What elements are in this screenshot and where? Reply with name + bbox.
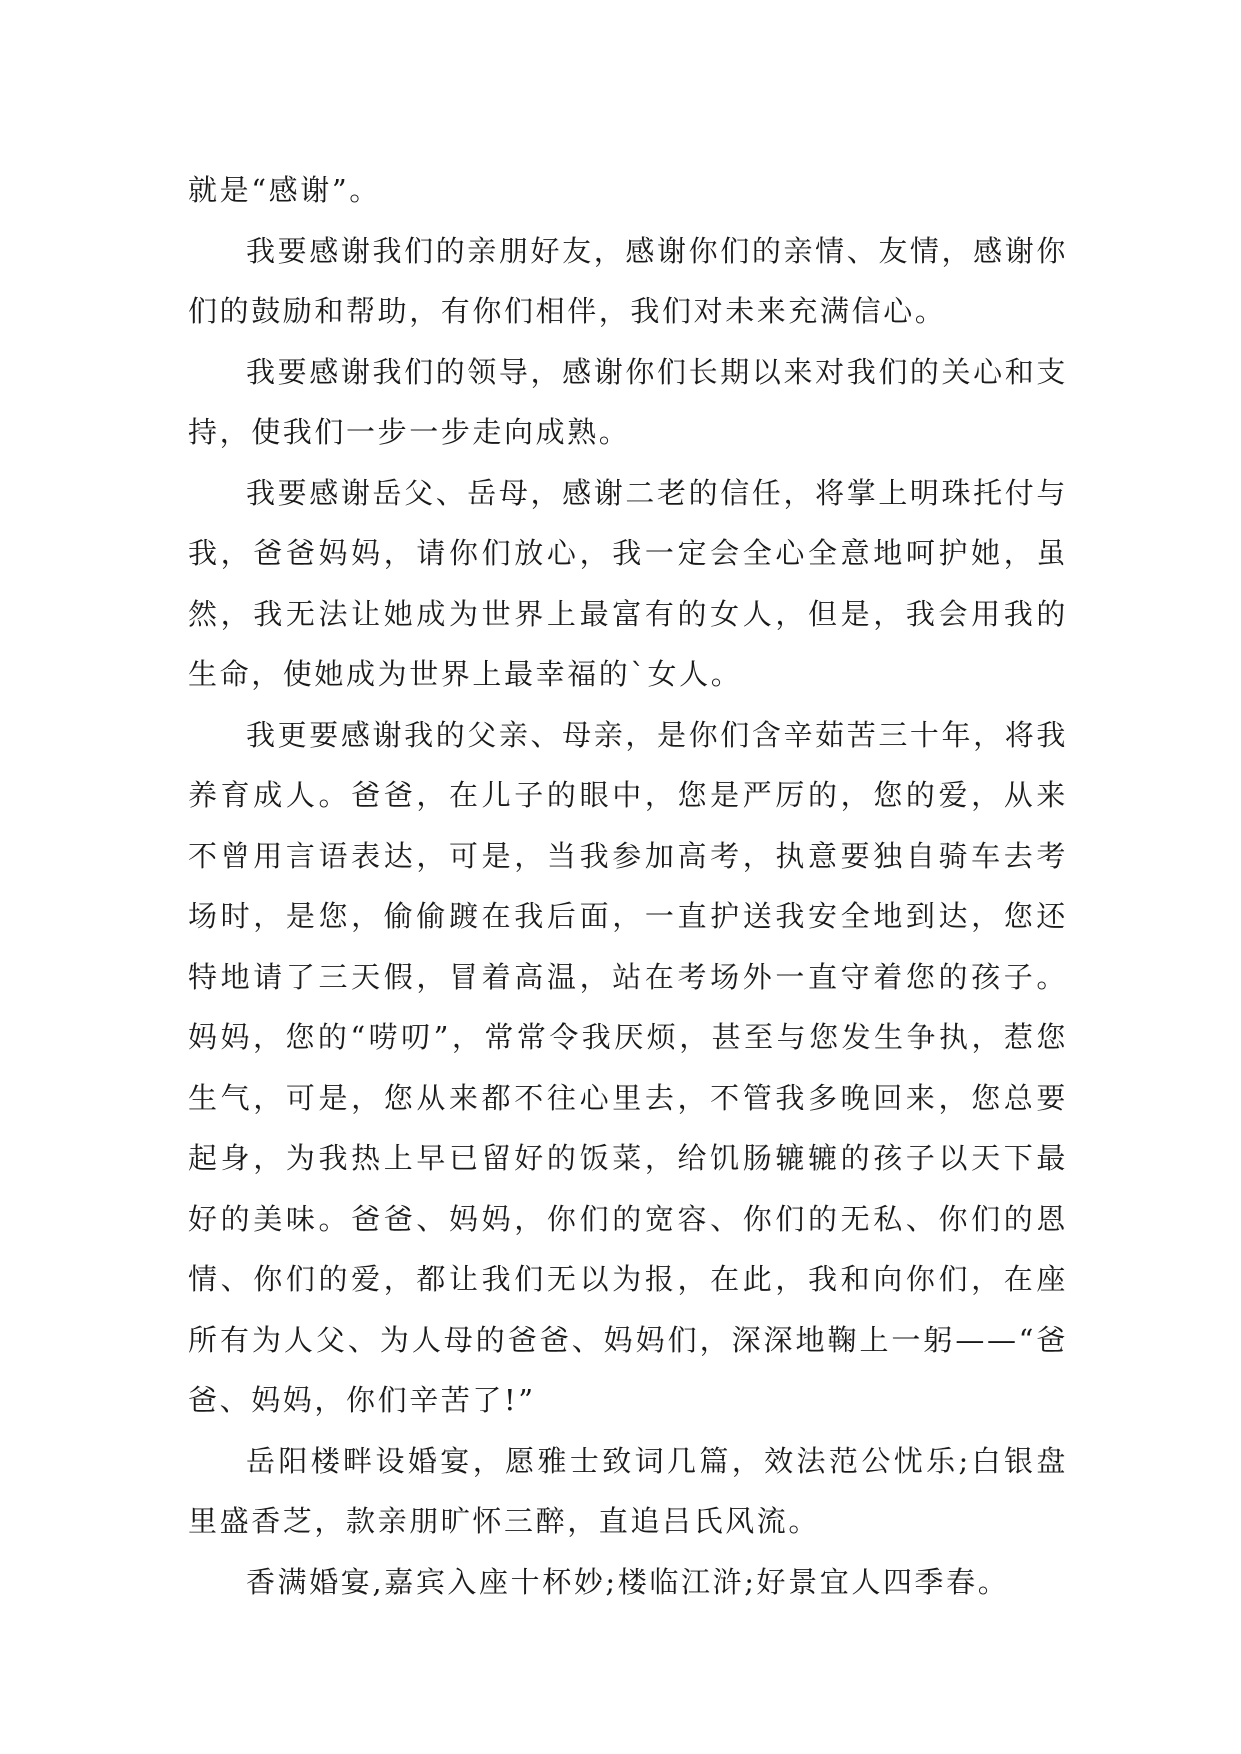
paragraph-thanks-in-laws: 我要感谢岳父、岳母，感谢二老的信任，将掌上明珠托付与我，爸爸妈妈，请你们放心，我一定会全心全意地呵护她，虽然，我无法让她成为世界上最富有的女人，但是，我会用我的生命，使她成为世界上最幸福的`女人。 [188, 475, 1068, 691]
paragraph-couplet-yueyang: 岳阳楼畔设婚宴，愿雅士致词几篇，效法范公忧乐;白银盘里盛香芝，款亲朋旷怀三醉，直追吕氏风流。 [188, 1443, 1068, 1538]
paragraph-thanks-leaders: 我要感谢我们的领导，感谢你们长期以来对我们的关心和支持，使我们一步一步走向成熟。 [188, 354, 1068, 449]
document-body [188, 160, 1068, 1612]
paragraph-continuation: 就是“感谢”。 [188, 173, 381, 207]
paragraph-thanks-parents: 我更要感谢我的父亲、母亲，是你们含辛茹苦三十年，将我养育成人。爸爸，在儿子的眼中，您是严厉的，您的爱，从来不曾用言语表达，可是，当我参加高考，执意要独自骑车去考场时，是您，偷偷踱在我后面，一直护送我安全地到达，您还特地请了三天假，冒着高温，站在考场外一直守着您的孩子。妈妈，您的“唠叨”，常常令我厌烦，甚至与您发生争执，惹您生气，可是，您从来都不往心里去，不管我多晚回来，您总要起身，为我热上早已留好的饭菜，给饥肠辘辘的孩子以天下最好的美味。爸爸、妈妈，你们的宽容、你们的无私、你们的恩情、你们的爱，都让我们无以为报，在此，我和向你们，在座所有为人父、为人母的爸爸、妈妈们，深深地鞠上一躬——“爸爸、妈妈，你们辛苦了!” [188, 717, 1068, 1417]
paragraph-thanks-friends: 我要感谢我们的亲朋好友，感谢你们的亲情、友情，感谢你们的鼓励和帮助，有你们相伴，我们对未来充满信心。 [188, 233, 1068, 328]
paragraph-couplet-banquet: 香满婚宴,嘉宾入座十杯妙;楼临江浒;好景宜人四季春。 [246, 1564, 1010, 1599]
